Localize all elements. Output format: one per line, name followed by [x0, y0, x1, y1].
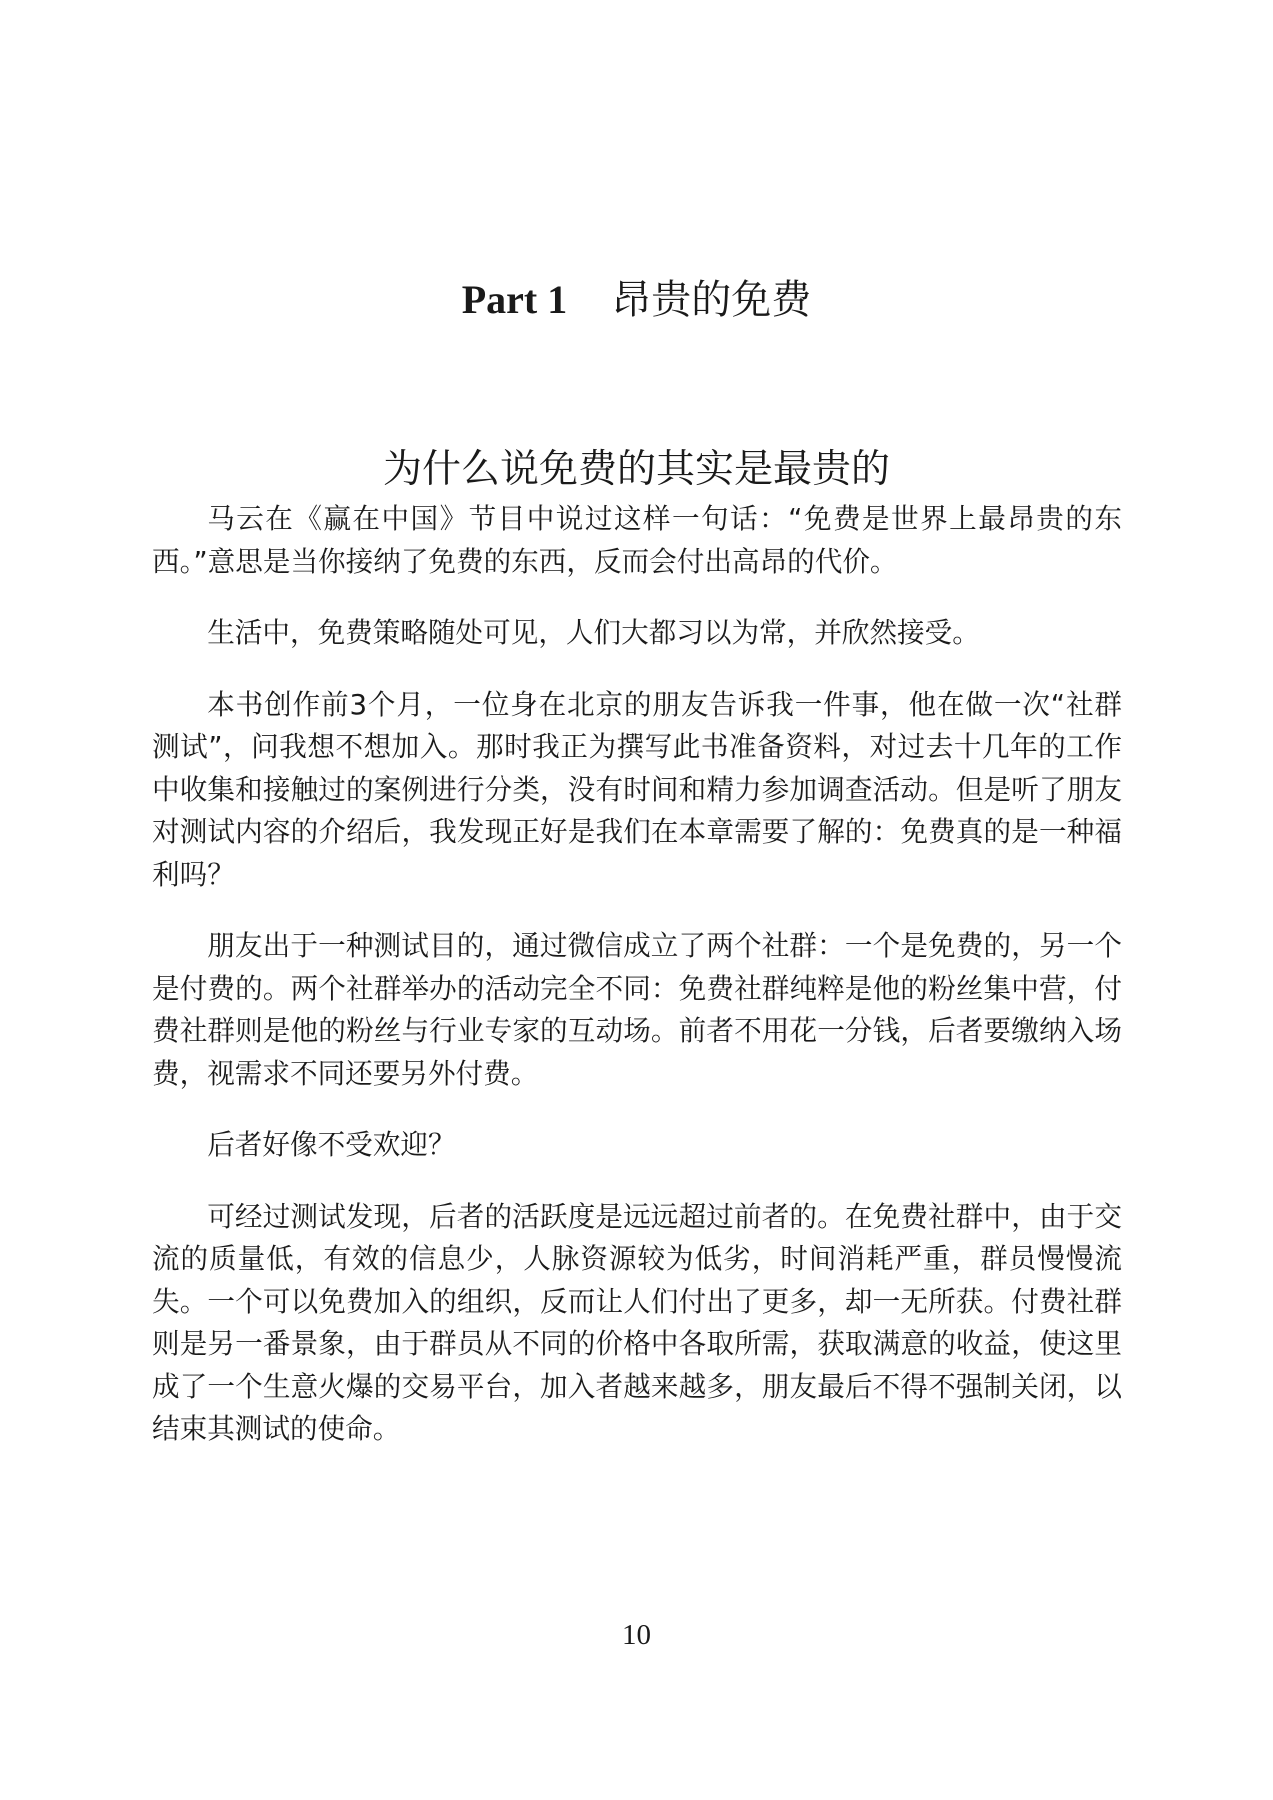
body-text	[152, 498, 1122, 1480]
part-label: Part 1	[461, 276, 568, 322]
paragraph: 生活中，免费策略随处可见，人们大都习以为常，并欣然接受。	[207, 616, 980, 649]
part-title: 昂贵的免费	[611, 276, 812, 323]
paragraph: 马云在《赢在中国》节目中说过这样一句话：“免费是世界上最昂贵的东西。”意思是当你接纳了免费的东西，反而会付出高昂的代价。	[152, 502, 1122, 578]
chapter-title: 为什么说免费的其实是最贵的	[382, 447, 890, 493]
page-number: 10	[622, 1619, 651, 1651]
paragraph: 可经过测试发现，后者的活跃度是远远超过前者的。在免费社群中，由于交流的质量低，有效的信息少，人脉资源较为低劣，时间消耗严重，群员慢慢流失。一个可以免费加入的组织，反而让人们付出了更多，却一无所获。付费社群则是另一番景象，由于群员从不同的价格中各取所需，获取满意的收益，使这里成了一个生意火爆的交易平台，加入者越来越多，朋友最后不得不强制关闭，以结束其测试的使命。	[152, 1199, 1122, 1445]
part-heading	[0, 270, 1273, 330]
paragraph: 本书创作前3个月，一位身在北京的朋友告诉我一件事，他在做一次“社群测试”，问我想不想加入。那时我正为撰写此书准备资料，对过去十几年的工作中收集和接触过的案例进行分类，没有时间和精力参加调查活动。但是听了朋友对测试内容的介绍后，我发现正好是我们在本章需要了解的：免费真的是一种福利吗？	[152, 687, 1122, 891]
paragraph: 后者好像不受欢迎？	[207, 1128, 456, 1161]
paragraph: 朋友出于一种测试目的，通过微信成立了两个社群：一个是免费的，另一个是付费的。两个社群举办的活动完全不同：免费社群纯粹是他的粉丝集中营，付费社群则是他的粉丝与行业专家的互动场。前者不用花一分钱，后者要缴纳入场费，视需求不同还要另外付费。	[152, 929, 1122, 1090]
